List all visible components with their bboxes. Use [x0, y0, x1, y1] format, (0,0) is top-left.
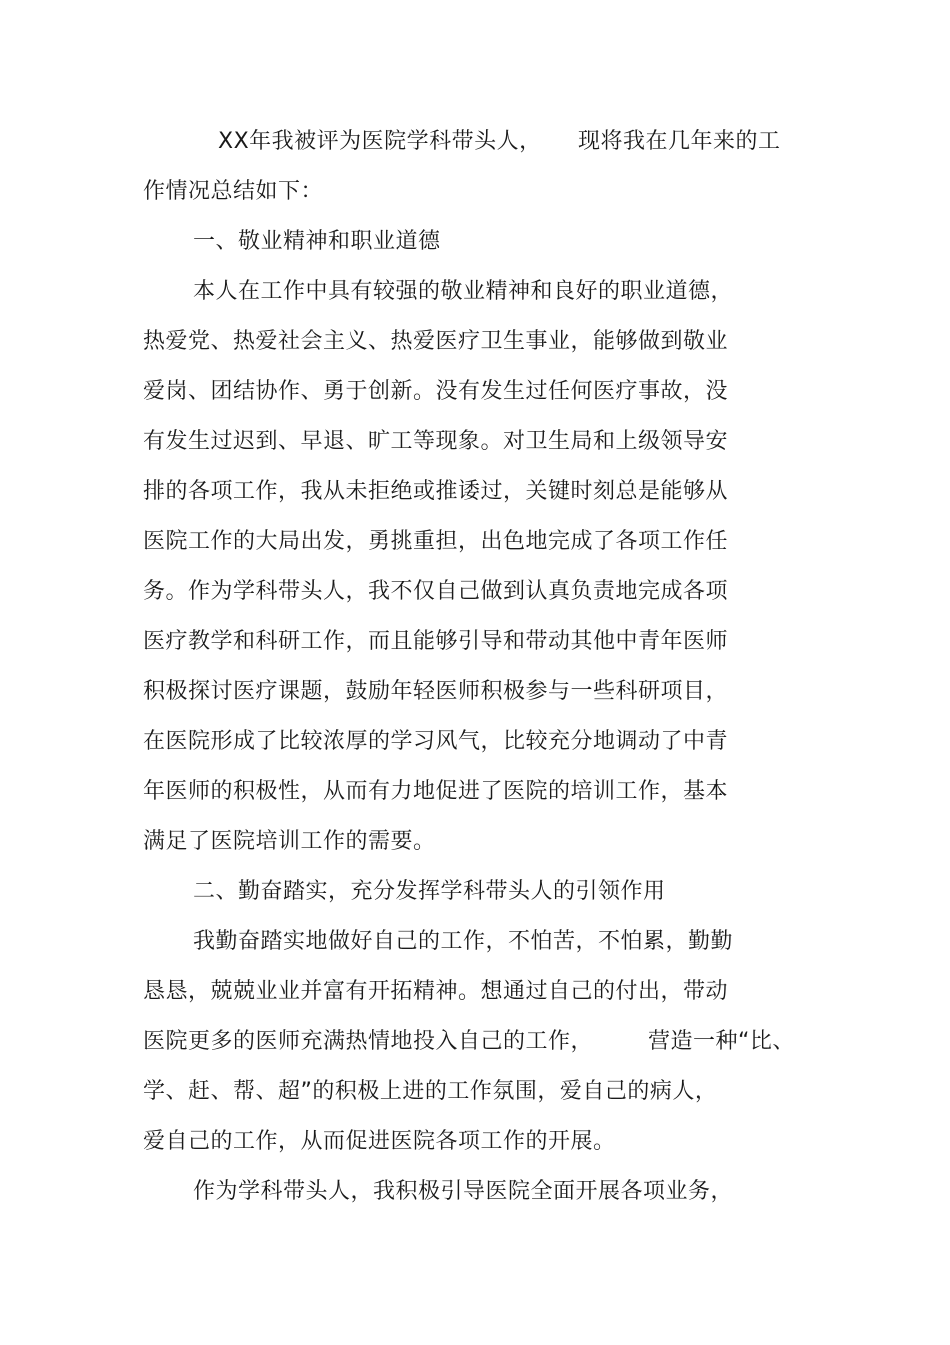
section2-line: 恳恳，兢兢业业并富有开拓精神。想通过自己的付出，带动	[143, 979, 729, 1004]
section1-line: 热爱党、热爱社会主义、热爱医疗卫生事业，能够做到敬业	[143, 329, 729, 354]
section2-line: 营造一种“比、	[648, 1029, 795, 1054]
section1-line: 满足了医院培训工作的需要。	[143, 829, 436, 854]
section2-last-line: 作为学科带头人，我积极引导医院全面开展各项业务，	[193, 1179, 734, 1204]
section1-heading: 一、敬业精神和职业道德	[193, 229, 441, 254]
section1-line: 年医师的积极性，从而有力地促进了医院的培训工作，基本	[143, 779, 729, 804]
intro-line-1a: XX年我被评为医院学科带头人，	[218, 129, 542, 154]
section2-line: 爱自己的工作，从而促进医院各项工作的开展。	[143, 1129, 616, 1154]
section1-line: 务。作为学科带头人，我不仅自己做到认真负责地完成各项	[143, 579, 729, 604]
section1-line: 积极探讨医疗课题，鼓励年轻医师积极参与一些科研项目，	[143, 679, 729, 704]
section1-line: 有发生过迟到、早退、旷工等现象。对卫生局和上级领导安	[143, 429, 729, 454]
section1-line: 爱岗、团结协作、勇于创新。没有发生过任何医疗事故，没	[143, 379, 729, 404]
section1-line: 在医院形成了比较浓厚的学习风气，比较充分地调动了中青	[143, 729, 729, 754]
section1-line: 本人在工作中具有较强的敬业精神和良好的职业道德，	[193, 279, 734, 304]
section2-line: 我勤奋踏实地做好自己的工作，不怕苦，不怕累，勤勤	[193, 929, 734, 954]
section1-line: 医疗教学和科研工作，而且能够引导和带动其他中青年医师	[143, 629, 729, 654]
intro-line-2: 作情况总结如下：	[143, 179, 324, 204]
section2-heading: 二、勤奋踏实，充分发挥学科带头人的引领作用	[193, 879, 666, 904]
section2-line: 医院更多的医师充满热情地投入自己的工作，	[143, 1029, 594, 1054]
intro-line-1b: 现将我在几年来的工	[578, 129, 781, 154]
section1-line: 医院工作的大局出发，勇挑重担，出色地完成了各项工作任	[143, 529, 729, 554]
section2-line: 学、赶、帮、超”的积极上进的工作氛围，爱自己的病人，	[143, 1079, 718, 1104]
section1-line: 排的各项工作，我从未拒绝或推诿过，关键时刻总是能够从	[143, 479, 729, 504]
